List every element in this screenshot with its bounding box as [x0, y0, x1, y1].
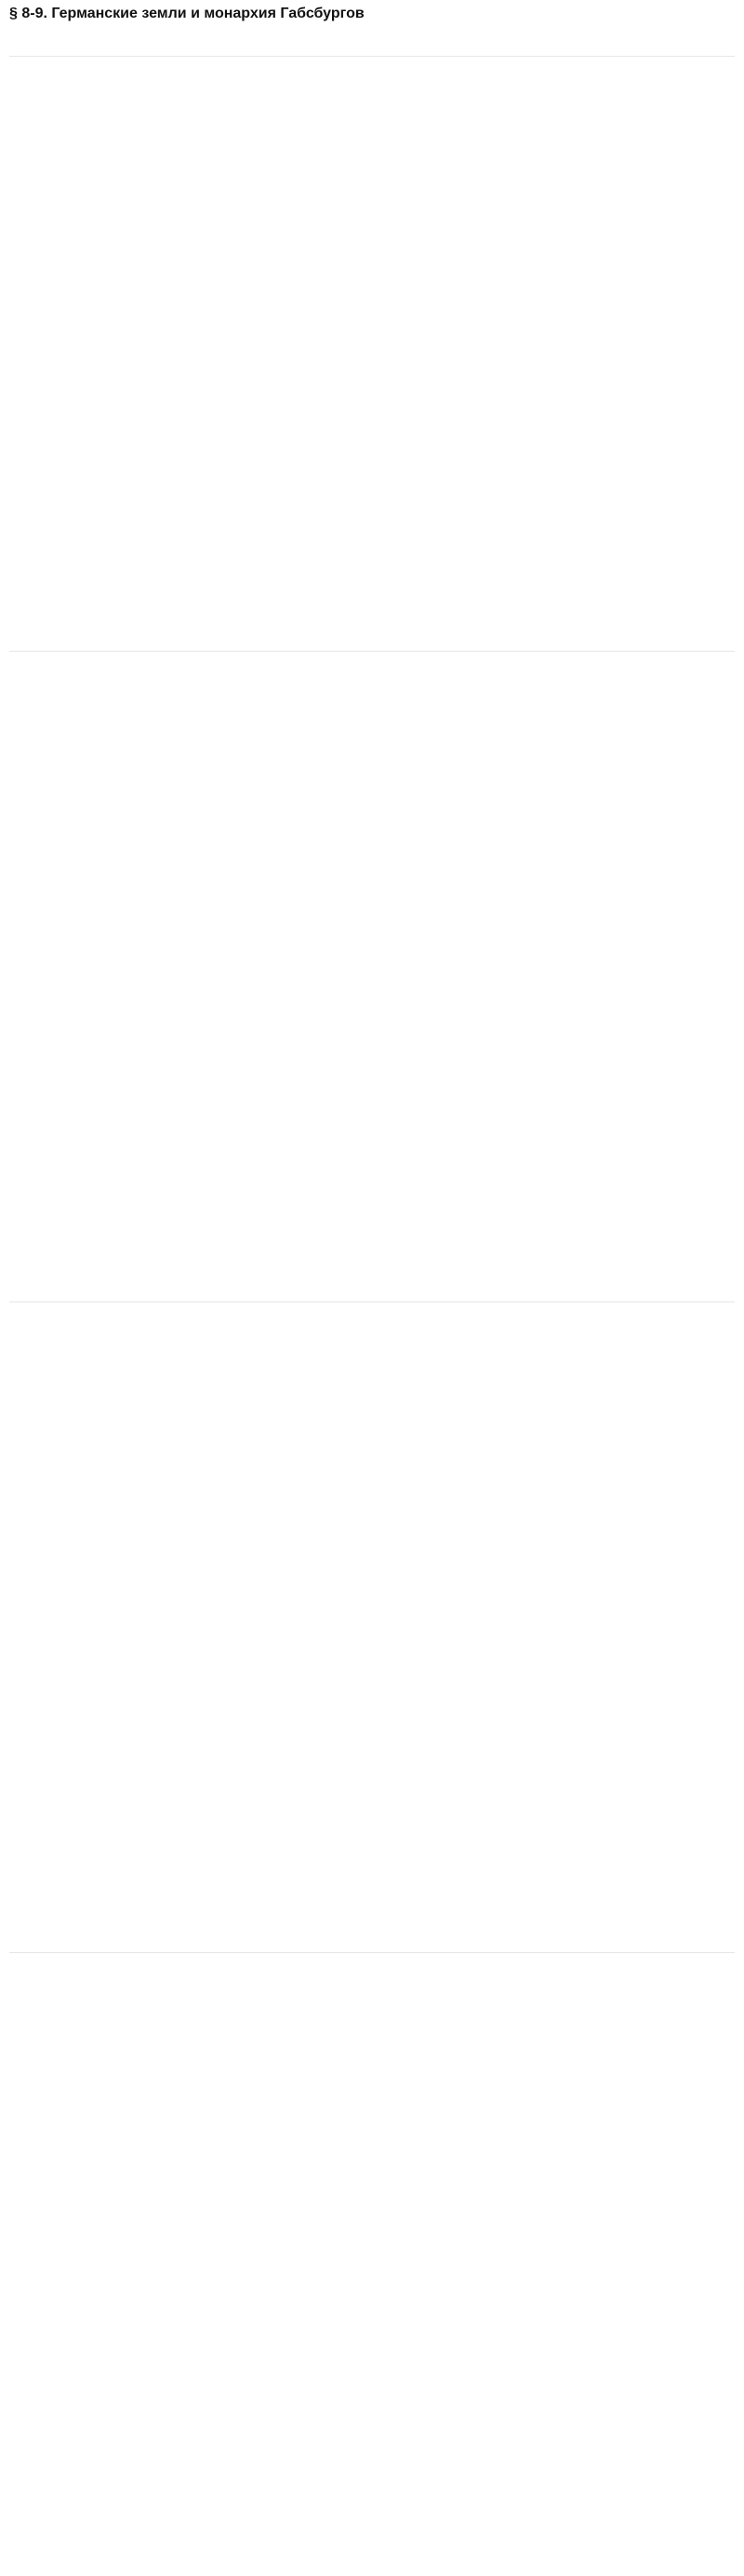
page-title: § 8-9. Германские земли и монархия Габсбургов [9, 6, 365, 21]
content-region [9, 1952, 735, 1953]
content-region [9, 56, 735, 57]
content-region [9, 1301, 735, 1302]
content-region [9, 651, 735, 652]
